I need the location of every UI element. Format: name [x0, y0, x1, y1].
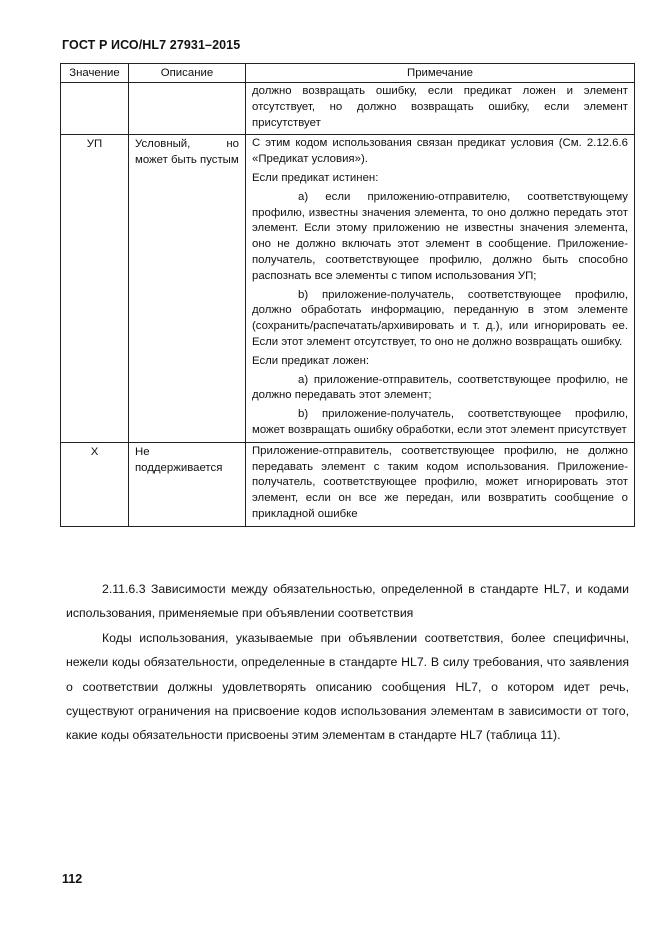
note-paragraph: Если предикат истинен: [252, 171, 379, 184]
cell-note [246, 135, 635, 442]
column-header-value: Значение [61, 64, 129, 83]
section-paragraph: Коды использования, указываемые при объявлении соответствия, более специфичны, нежели коды обязательности, определенные в стандарте HL7. В силу требования, что заявления о соответствии должны удовлетворять описанию сообщения HL7, о котором идет речь, существуют ограничения на присвоение кодов использования элементам в зависимости от того, какие коды обязательности присвоены этим элементам в стандарте HL7 (таблица 11). [66, 630, 629, 743]
document-header: ГОСТ Р ИСО/HL7 27931–2015 [62, 38, 241, 52]
table-row [61, 442, 635, 526]
table-header-row [61, 64, 635, 83]
note-paragraph: С этим кодом использования связан предикат условия (См. 2.12.6.6 «Предикат условия»). [252, 137, 628, 166]
section-heading: 2.11.6.3 Зависимости между обязательностью, определенной в стандарте HL7, и кодами использования, применяемые при объявлении соответствия [66, 582, 629, 621]
section-text [66, 577, 629, 748]
column-header-note: Примечание [246, 64, 635, 83]
note-paragraph: а) приложение-отправитель, соответствующее профилю, не должно передавать этот элемент; [252, 373, 628, 402]
cell-note [246, 442, 635, 526]
cell-code: УП [61, 135, 129, 442]
note-paragraph: Если предикат ложен: [252, 354, 370, 367]
cell-code: Х [61, 442, 129, 526]
table-row [61, 83, 635, 135]
note-paragraph: b) приложение-получатель, соответствующее профилю, может возвращать ошибку обработки, если этот элемент присутствует [252, 408, 628, 436]
note-paragraph: должно возвращать ошибку, если предикат ложен и элемент отсутствует, но должно возвращать ошибку, если элемент присутствует [252, 85, 628, 129]
cell-note [246, 83, 635, 135]
cell-description: Не поддерживается [129, 442, 246, 526]
cell-code [61, 83, 129, 135]
page-number: 112 [62, 872, 83, 886]
cell-description [129, 83, 246, 135]
column-header-description: Описание [129, 64, 246, 83]
usage-codes-table [60, 63, 635, 527]
note-paragraph: а) если приложению-отправителю, соответствующему профилю, известны значения элемента, то оно должно передать этот элемент. Если этому приложению не известны значения элемента, оно не должно включать этот элемент в сообщение. Приложение-получатель, соответствующее профилю, должно быть способно распознать все элементы с типом использования УП; [252, 190, 628, 282]
cell-description: Условный, но может быть пустым [129, 135, 246, 442]
note-paragraph: b) приложение-получатель, соответствующее профилю, должно обработать информацию, переданную в этом элементе (сохранить/распечатать/архивировать и т. д.), или игнорировать ее. Если этот элемент отсутствует, то оно не должно возвращать ошибку. [252, 288, 628, 348]
table-row [61, 135, 635, 442]
note-paragraph: Приложение-отправитель, соответствующее профилю, не должно передавать элемент с таким кодом использования. Приложение-получатель, соответствующее профилю, может игнорировать этот элемент, если он все же передан, или возвратить сообщение о прикладной ошибке [252, 444, 628, 520]
